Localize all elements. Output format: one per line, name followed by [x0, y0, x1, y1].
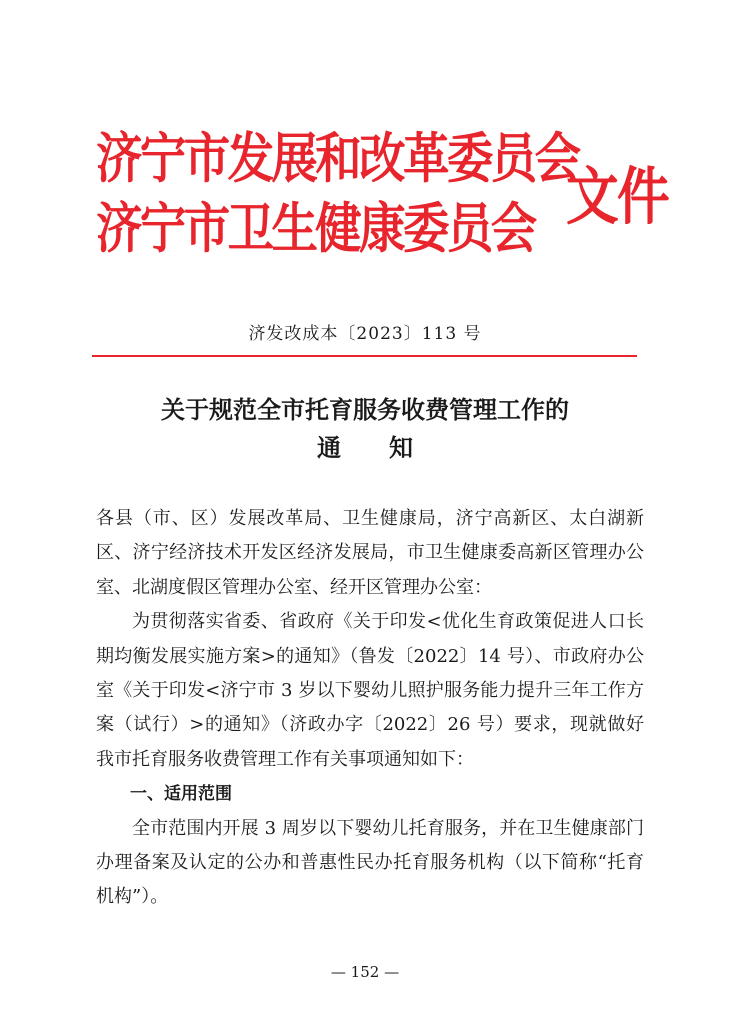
section-1-paragraph: 全市范围内开展 3 周岁以下婴幼儿托育服务，并在卫生健康部门办理备案及认定的公办和普惠性民办托育服务机构（以下简称“托育机构”）。: [96, 817, 644, 908]
document-title: [0, 391, 730, 467]
page-number: — 152 —: [330, 963, 400, 981]
document-body: [96, 502, 644, 915]
issuer-line-2: 济宁市卫生健康委员会: [96, 197, 535, 260]
document-suffix: 文件: [566, 160, 669, 233]
intro-paragraph: 为贯彻落实省委、省政府《关于印发<优化生育政策促进人口长期均衡发展实施方案>的通知》（鲁发〔2022〕14 号）、市政府办公室《关于印发<济宁市 3 岁以下婴幼儿照护服务能力提升三年工作方案（试行）>的通知》（济政办字〔2022〕26 号）要求，现就做好我市托育服务收费管理工作有关事项通知如下：: [96, 611, 644, 770]
title-line-2: 通知: [317, 433, 461, 462]
red-separator-line: [92, 355, 637, 357]
title-line-1: 关于规范全市托育服务收费管理工作的: [161, 395, 569, 424]
issuer-line-1: 济宁市发展和改革委员会: [96, 127, 579, 190]
document-header: [96, 122, 669, 282]
section-1-heading: 一、适用范围: [130, 784, 232, 805]
document-number: 济发改成本〔2023〕113 号: [248, 324, 482, 344]
recipients-paragraph: 各县（市、区）发展改革局、卫生健康局，济宁高新区、太白湖新区、济宁经济技术开发区经济发展局，市卫生健康委高新区管理办公室、北湖度假区管理办公室、经开区管理办公室：: [96, 508, 644, 598]
